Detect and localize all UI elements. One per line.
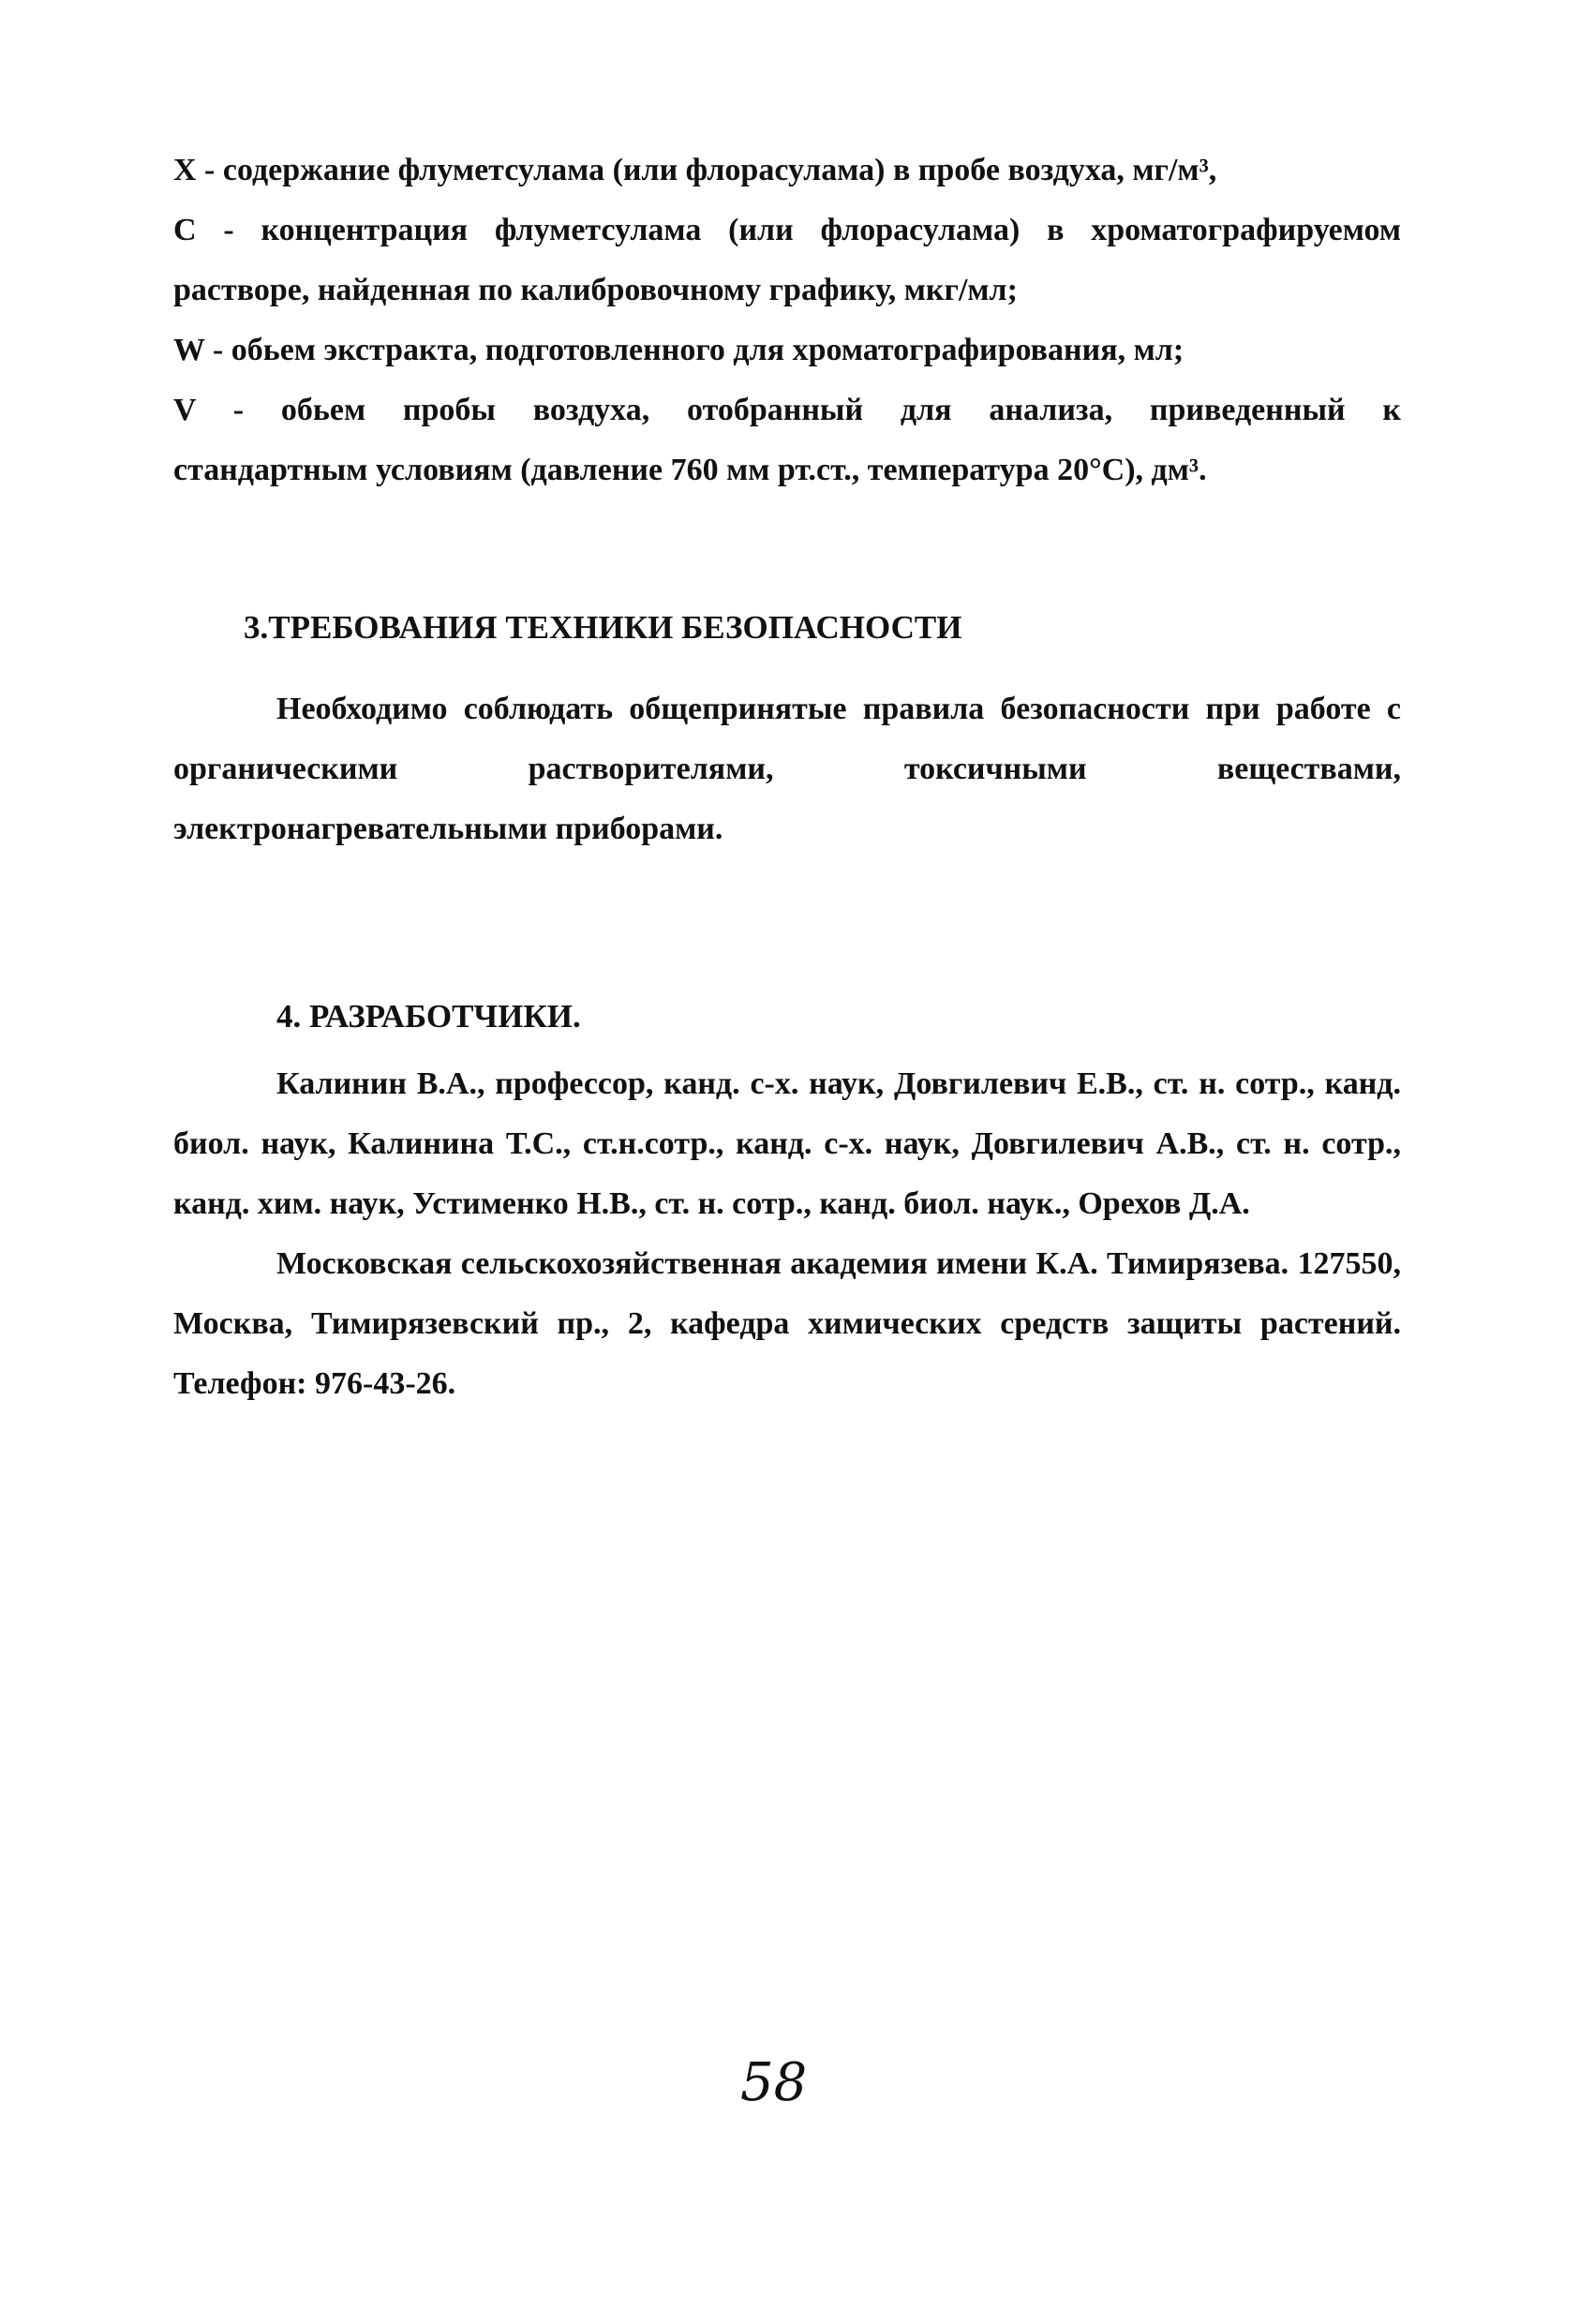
address-line: Москва, Тимирязевский пр., 2, кафедра химических средств защиты растений. xyxy=(173,1306,1401,1341)
variable-definitions xyxy=(173,141,1401,500)
definition-v-continued: стандартным условиям (давление 760 мм рт.ст., температура 20°С), дм³. xyxy=(173,453,1207,487)
definition-c-continued: растворе, найденная по калибровочному графику, мкг/мл; xyxy=(173,273,1018,307)
section-3-line: органическими растворителями, токсичными веществами, xyxy=(173,752,1401,786)
authors-line: Калинин В.А., профессор, канд. с-х. наук, Довгилевич Е.В., ст. н. сотр., канд. xyxy=(276,1066,1401,1101)
section-3-line: электронагревательными приборами. xyxy=(173,812,723,846)
address-line: Московская сельскохозяйственная академия имени К.А. Тимирязева. 127550, xyxy=(276,1246,1401,1281)
address-line: Телефон: 976-43-26. xyxy=(173,1366,456,1401)
definition-x: X - содержание флуметсулама (или флорасулама) в пробе воздуха, мг/м³, xyxy=(173,153,1217,187)
section-4-authors xyxy=(173,1054,1401,1414)
definition-c: С - концентрация флуметсулама (или флорасулама) в хроматографируемом xyxy=(173,213,1401,247)
section-3-body xyxy=(173,679,1401,859)
section-4-heading: 4. РАЗРАБОТЧИКИ. xyxy=(276,998,581,1035)
section-3-line: Необходимо соблюдать общепринятые правила безопасности при работе с xyxy=(276,692,1401,726)
page-number: 58 xyxy=(740,2052,808,2113)
section-3-heading: 3.ТРЕБОВАНИЯ ТЕХНИКИ БЕЗОПАСНОСТИ xyxy=(244,609,962,646)
definition-v: V - обьем пробы воздуха, отобранный для анализа, приведенный к xyxy=(173,393,1401,427)
authors-line: канд. хим. наук, Устименко Н.В., ст. н. сотр., канд. биол. наук., Орехов Д.А. xyxy=(173,1186,1250,1221)
authors-line: биол. наук, Калинина Т.С., ст.н.сотр., канд. с-х. наук, Довгилевич А.В., ст. н. сотр., xyxy=(173,1126,1401,1161)
definition-w: W - обьем экстракта, подготовленного для хроматографирования, мл; xyxy=(173,333,1184,367)
